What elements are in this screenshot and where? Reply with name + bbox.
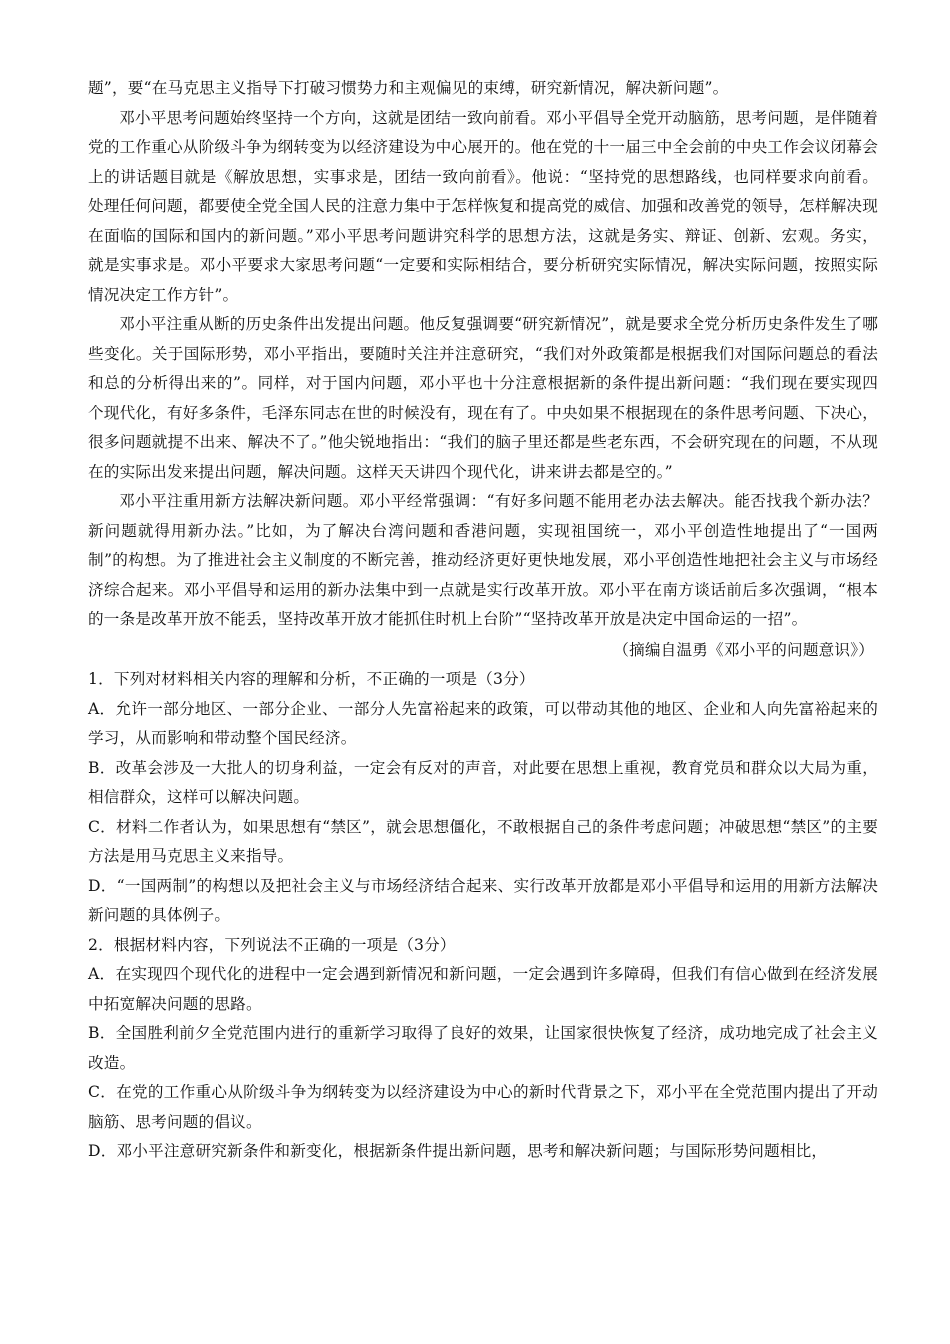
passage-paragraph-3: 邓小平注重从断的历史条件出发提出问题。他反复强调要“研究新情况”，就是要求全党分析历史条件发生了哪些变化。关于国际形势，邓小平指出，要随时关注并注意研究，“我们对外政策都是根据我们对国际问题总的看法和总的分析得出来的”。同样，对于国内问题，邓小平也十分注意根据新的条件提出新问题：“我们现在要实现四个现代化，有好多条件，毛泽东同志在世的时候没有，现在有了。中央如果不根据现在的条件思考问题、下决心，很多问题就提不出来、解决不了。”他尖锐地指出：“我们的脑子里还都是些老东西，不会研究现在的问题，不从现在的实际出发来提出问题，解决问题。这样天天讲四个现代化，讲来讲去都是空的。” <box>88 315 878 481</box>
question-2-option-a: A．在实现四个现代化的进程中一定会遇到新情况和新问题，一定会遇到许多障碍，但我们有信心做到在经济发展中拓宽解决问题的思路。 <box>88 965 878 1013</box>
question-1-option-d: D．“一国两制”的构想以及把社会主义与市场经济结合起来、实行改革开放都是邓小平倡导和运用的用新方法解决新问题的具体例子。 <box>88 876 878 924</box>
question-2-stem: 2．根据材料内容，下列说法不正确的一项是（3分） <box>88 935 456 954</box>
question-2-option-d: D．邓小平注意研究新条件和新变化，根据新条件提出新问题，思考和解决新问题；与国际形势问题相比， <box>88 1142 828 1160</box>
passage-source: （摘编自温勇《邓小平的问题意识》） <box>613 640 874 659</box>
question-2-option-b: B．全国胜利前夕全党范围内进行的重新学习取得了良好的效果，让国家很快恢复了经济，成功地完成了社会主义改造。 <box>88 1024 878 1072</box>
question-2-option-c: C．在党的工作重心从阶级斗争为纲转变为以经济建设为中心的新时代背景之下，邓小平在全党范围内提出了开动脑筋、思考问题的倡议。 <box>88 1083 878 1131</box>
question-2 <box>88 931 878 1167</box>
passage-paragraph-2: 邓小平思考问题始终坚持一个方向，这就是团结一致向前看。邓小平倡导全党开动脑筋，思考问题，是伴随着党的工作重心从阶级斗争为纲转变为以经济建设为中心展开的。他在党的十一届三中全会前的中央工作会议闭幕会上的讲话题目就是《解放思想，实事求是，团结一致向前看》。他说：“坚持党的思想路线，也同样要求向前看。处理任何问题，都要使全党全国人民的注意力集中于怎样恢复和提高党的威信、加强和改善党的领导，怎样解决现在面临的国际和国内的新问题。”邓小平思考问题讲究科学的思想方法，这就是务实、辩证、创新、宏观。务实，就是实事求是。邓小平要求大家思考问题“一定要和实际相结合，要分析研究实际情况，解决实际问题，按照实际情况决定工作方针”。 <box>88 108 878 304</box>
passage-paragraph-1-tail: 题”，要“在马克思主义指导下打破习惯势力和主观偏见的束缚，研究新情况，解决新问题”。 <box>88 79 729 97</box>
question-1-option-c: C．材料二作者认为，如果思想有“禁区”，就会思想僵化，不敢根据自己的条件考虑问题；冲破思想“禁区”的主要方法是用马克思主义来指导。 <box>88 817 878 865</box>
question-1-stem: 1．下列对材料相关内容的理解和分析，不正确的一项是（3分） <box>88 670 535 688</box>
passage-paragraph-4: 邓小平注重用新方法解决新问题。邓小平经常强调：“有好多问题不能用老办法去解决。能否找我个新办法？新问题就得用新办法。”比如，为了解决台湾问题和香港问题，实现祖国统一，邓小平创造性地提出了“一国两制”的构想。为了推进社会主义制度的不断完善，推动经济更好更快地发展，邓小平创造性地把社会主义与市场经济综合起来。邓小平倡导和运用的新办法集中到一点就是实行改革开放。邓小平在南方谈话前后多次强调，“根本的一条是改革开放不能丢，坚持改革开放才能抓住时机上台阶”“坚持改革开放是决定中国命运的一招”。 <box>88 492 878 628</box>
exam-page <box>88 74 878 1167</box>
question-1 <box>88 665 878 931</box>
question-1-option-b: B．改革会涉及一大批人的切身利益，一定会有反对的声音，对此要在思想上重视，教育党员和群众以大局为重，相信群众，这样可以解决问题。 <box>88 758 878 806</box>
question-1-option-a: A．允许一部分地区、一部分企业、一部分人先富裕起来的政策，可以带动其他的地区、企业和人向先富裕起来的学习，从而影响和带动整个国民经济。 <box>88 699 878 747</box>
